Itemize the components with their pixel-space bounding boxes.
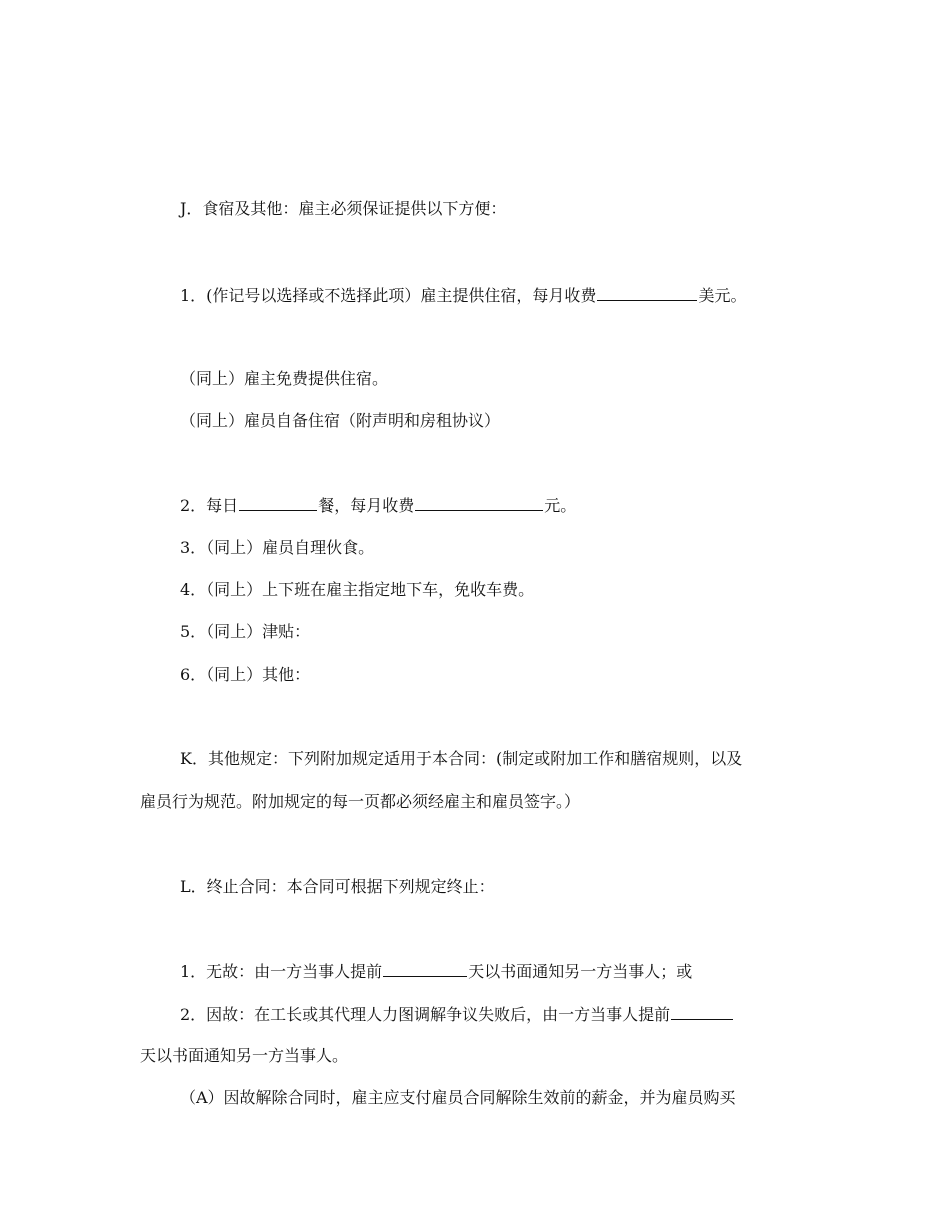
section-k-text-1: K．其他规定：下列附加规定适用于本合同：(制定或附加工作和膳宿规则，以及 — [180, 749, 743, 768]
notice-days-blank-1 — [383, 960, 467, 977]
monthly-meal-fee-blank — [415, 494, 543, 511]
item-1-suffix: 美元。 — [698, 286, 747, 305]
section-j-item-6 — [180, 664, 310, 686]
item-2-middle: 餐，每月收费 — [318, 496, 415, 515]
item-2-suffix: 元。 — [544, 496, 577, 515]
section-l-heading-text: L．终止合同：本合同可根据下列规定终止： — [180, 877, 495, 896]
section-k-text-2: 雇员行为规范。附加规定的每一页都必须经雇主和雇员签字。） — [140, 792, 581, 811]
section-l-heading — [180, 876, 495, 898]
section-j-heading-text: J．食宿及其他：雇主必须保证提供以下方便： — [180, 199, 507, 218]
self-lodging-option — [180, 410, 500, 432]
section-j-item-1 — [180, 284, 746, 307]
section-j-heading — [180, 198, 506, 220]
l-item-1-suffix: 天以书面通知另一方当事人；或 — [468, 962, 693, 981]
free-lodging-option — [180, 368, 388, 390]
section-l-item-2-continued — [140, 1045, 348, 1067]
item-3-text: 3．（同上）雇员自理伙食。 — [180, 538, 375, 557]
self-lodging-text: （同上）雇员自备住宿（附声明和房租协议） — [180, 411, 501, 430]
l-item-2-continued-text: 天以书面通知另一方当事人。 — [140, 1046, 349, 1065]
meals-per-day-blank — [239, 494, 317, 511]
free-lodging-text: （同上）雇主免费提供住宿。 — [180, 369, 389, 388]
item-6-text: 6．（同上）其他： — [180, 665, 311, 684]
section-j-item-2 — [180, 494, 576, 517]
section-k-line-1 — [180, 748, 742, 770]
monthly-lodging-fee-blank — [597, 284, 697, 301]
section-l-item-2 — [180, 1003, 734, 1026]
section-l-item-a — [180, 1087, 736, 1109]
l-item-a-text: （A）因故解除合同时，雇主应支付雇员合同解除生效前的薪金，并为雇员购买 — [180, 1088, 736, 1107]
section-j-item-5 — [180, 621, 310, 643]
item-5-text: 5．（同上）津贴： — [180, 622, 311, 641]
section-k-line-2 — [140, 791, 580, 813]
section-l-item-1 — [180, 960, 692, 983]
item-2-prefix: 2．每日 — [180, 496, 239, 515]
section-j-item-3 — [180, 537, 374, 559]
l-item-1-prefix: 1．无故：由一方当事人提前 — [180, 962, 383, 981]
notice-days-blank-2 — [671, 1003, 733, 1020]
item-4-text: 4．（同上）上下班在雇主指定地下车，免收车费。 — [180, 580, 535, 599]
l-item-2-prefix: 2．因故：在工长或其代理人力图调解争议失败后，由一方当事人提前 — [180, 1005, 671, 1024]
item-1-prefix: 1．(作记号以选择或不选择此项）雇主提供住宿，每月收费 — [180, 286, 597, 305]
section-j-item-4 — [180, 579, 534, 601]
